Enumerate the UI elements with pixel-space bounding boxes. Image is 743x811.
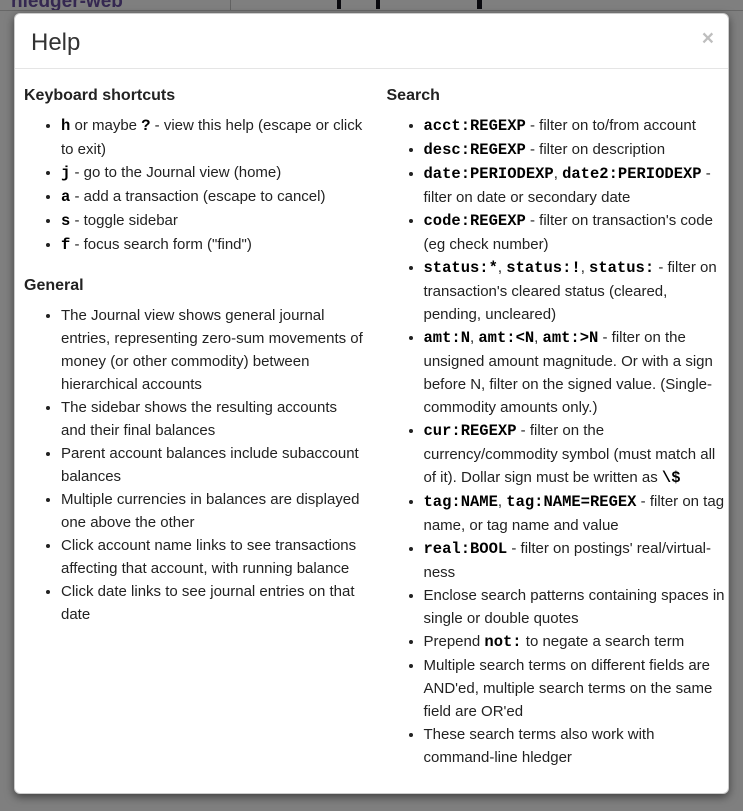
text-run: - toggle sidebar: [70, 212, 178, 229]
code-term: j: [61, 164, 71, 182]
code-term: tag:NAME=REGEX: [506, 493, 637, 511]
help-list: [387, 114, 727, 769]
code-term: code:REGEXP: [423, 212, 526, 230]
help-item: [424, 114, 727, 138]
modal-header: [15, 14, 728, 69]
code-term: real:BOOL: [423, 540, 508, 558]
text-run: ,: [580, 259, 590, 276]
text-run: Prepend: [423, 633, 485, 650]
text-run: ,: [534, 329, 543, 346]
code-term: not:: [484, 633, 522, 651]
code-term: \$: [661, 469, 681, 487]
code-term: s: [61, 212, 71, 230]
help-modal: [14, 13, 729, 794]
text-run: - go to the Journal view (home): [70, 164, 282, 181]
code-term: tag:NAME: [423, 493, 498, 511]
help-item: [61, 209, 366, 233]
text-run: Click date links to see journal entries on that date: [61, 583, 355, 623]
modal-body: [15, 69, 728, 794]
help-item: [61, 534, 366, 580]
text-run: The sidebar shows the resulting accounts and their final balances: [61, 399, 337, 439]
text-run: - focus search form ("find"): [70, 236, 252, 253]
help-item: [61, 304, 366, 396]
section-heading: Keyboard shortcuts: [24, 87, 176, 104]
text-run: - filter on description: [525, 141, 666, 158]
help-item: [424, 326, 727, 419]
text-run: Click account name links to see transactions affecting that account, with running balance: [61, 537, 357, 577]
text-run: Enclose search patterns containing spaces in single or double quotes: [423, 587, 725, 627]
text-run: - filter on tag name, or tag name and value: [423, 493, 725, 534]
code-term: cur:REGEXP: [423, 422, 517, 440]
section-heading: Search: [386, 87, 440, 104]
code-term: status:: [589, 259, 655, 277]
help-item: [61, 580, 366, 626]
text-run: to negate a search term: [521, 633, 685, 650]
code-term: f: [61, 236, 71, 254]
code-term: amt:<N: [478, 329, 535, 347]
help-item: [61, 161, 366, 185]
code-term: desc:REGEXP: [423, 141, 526, 159]
text-run: or maybe: [70, 117, 142, 134]
text-run: - filter on transaction's cleared status (cleared, pending, uncleared): [423, 259, 717, 323]
help-item: [61, 233, 366, 257]
text-run: - view this help (escape or click to exit): [61, 117, 363, 158]
modal-title: Help: [31, 29, 81, 56]
text-run: - filter on date or secondary date: [423, 165, 711, 206]
help-item: [424, 162, 727, 209]
help-list: [24, 114, 366, 257]
help-item: [61, 488, 366, 534]
help-item: [424, 209, 727, 256]
text-run: ,: [470, 329, 479, 346]
code-term: amt:N: [423, 329, 471, 347]
text-run: Multiple currencies in balances are displayed one above the other: [61, 491, 360, 531]
help-column-right: [372, 77, 729, 779]
help-item: [424, 419, 727, 490]
code-term: acct:REGEXP: [423, 117, 526, 135]
code-term: h: [61, 117, 71, 135]
help-item: [424, 138, 727, 162]
section-heading: General: [24, 277, 84, 294]
code-term: date2:PERIODEXP: [562, 165, 702, 183]
text-run: - filter on to/from account: [525, 117, 696, 134]
code-term: ?: [141, 117, 151, 135]
help-item: [424, 630, 727, 654]
help-item: [61, 114, 366, 161]
help-list: [24, 304, 366, 626]
text-run: The Journal view shows general journal entries, representing zero-sum movements of money (or other commodity) between hierarchical accounts: [61, 307, 363, 393]
help-item: [61, 185, 366, 209]
help-item: [61, 442, 366, 488]
help-item: [424, 584, 727, 630]
code-term: status:!: [506, 259, 581, 277]
text-run: ,: [497, 259, 507, 276]
text-run: These search terms also work with command-line hledger: [423, 726, 655, 766]
text-run: ,: [553, 165, 563, 182]
text-run: Parent account balances include subaccount balances: [61, 445, 359, 485]
text-run: Multiple search terms on different fields are AND'ed, multiple search terms on the same field are OR'ed: [423, 657, 713, 720]
help-item: [424, 537, 727, 584]
help-column-left: [15, 77, 372, 779]
code-term: date:PERIODEXP: [423, 165, 554, 183]
code-term: a: [61, 188, 71, 206]
text-run: - filter on the currency/commodity symbol (must match all of it). Dollar sign must be written as: [423, 422, 716, 486]
code-term: status:*: [423, 259, 498, 277]
help-item: [424, 256, 727, 326]
help-item: [61, 396, 366, 442]
text-run: - filter on the unsigned amount magnitude. Or with a sign before N, filter on the signed value. (Single-commodity amounts only.): [423, 329, 713, 416]
help-item: [424, 654, 727, 723]
close-icon[interactable]: ×: [701, 27, 714, 50]
text-run: - filter on transaction's code (eg check number): [423, 212, 713, 253]
code-term: amt:>N: [542, 329, 599, 347]
text-run: - add a transaction (escape to cancel): [70, 188, 326, 205]
help-item: [424, 490, 727, 537]
text-run: - filter on postings' real/virtual-ness: [423, 540, 711, 581]
help-item: [424, 723, 727, 769]
text-run: ,: [497, 493, 507, 510]
